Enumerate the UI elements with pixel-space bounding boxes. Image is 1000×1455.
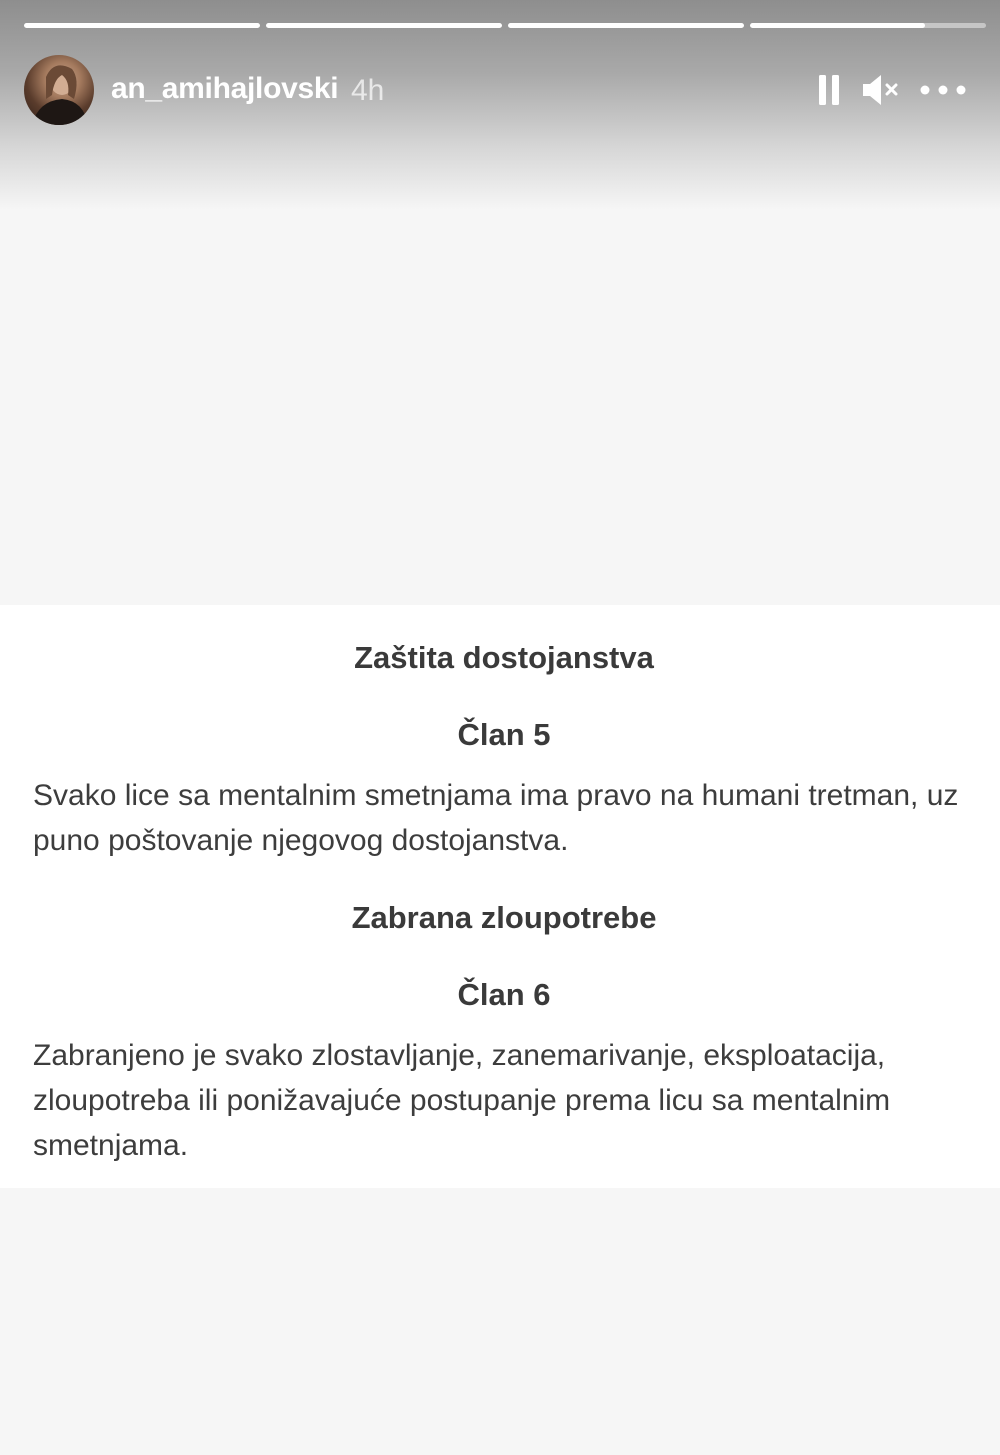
progress-segment (266, 23, 502, 28)
progress-segment (508, 23, 744, 28)
progress-fill (266, 23, 502, 28)
more-options-button[interactable] (915, 70, 971, 110)
story-progress-bar (24, 23, 986, 28)
article-text: Svako lice sa mentalnim smetnjama ima pravo na humani tretman, uz puno poštovanje njegovog dostojanstva. (33, 779, 959, 857)
section-title: Zabrana zloupotrebe (351, 900, 657, 935)
progress-fill (750, 23, 925, 28)
article-number: Član 5 (457, 717, 551, 752)
article-number: Član 6 (457, 977, 551, 1012)
progress-fill (24, 23, 260, 28)
timestamp: 4h (351, 74, 385, 107)
story-header (24, 55, 976, 125)
mute-button[interactable] (861, 70, 901, 110)
document-screenshot (0, 605, 1000, 1188)
muted-speaker-icon (861, 73, 901, 107)
story-header-overlay (0, 0, 1000, 210)
article-text: Zabranjeno je svako zlostavljanje, zanemarivanje, eksploatacija, zloupotreba ili ponižavajuće postupanje prema licu sa mentalnim smetnjama. (33, 1039, 891, 1162)
more-options-icon (918, 84, 968, 96)
progress-segment (750, 23, 986, 28)
section-title: Zaštita dostojanstva (354, 640, 654, 675)
avatar[interactable] (24, 55, 94, 125)
username[interactable]: an_amihajlovski (111, 72, 339, 105)
avatar-photo (24, 55, 94, 125)
progress-segment (24, 23, 260, 28)
pause-button[interactable] (809, 70, 849, 110)
pause-icon (816, 73, 842, 107)
progress-fill (508, 23, 744, 28)
